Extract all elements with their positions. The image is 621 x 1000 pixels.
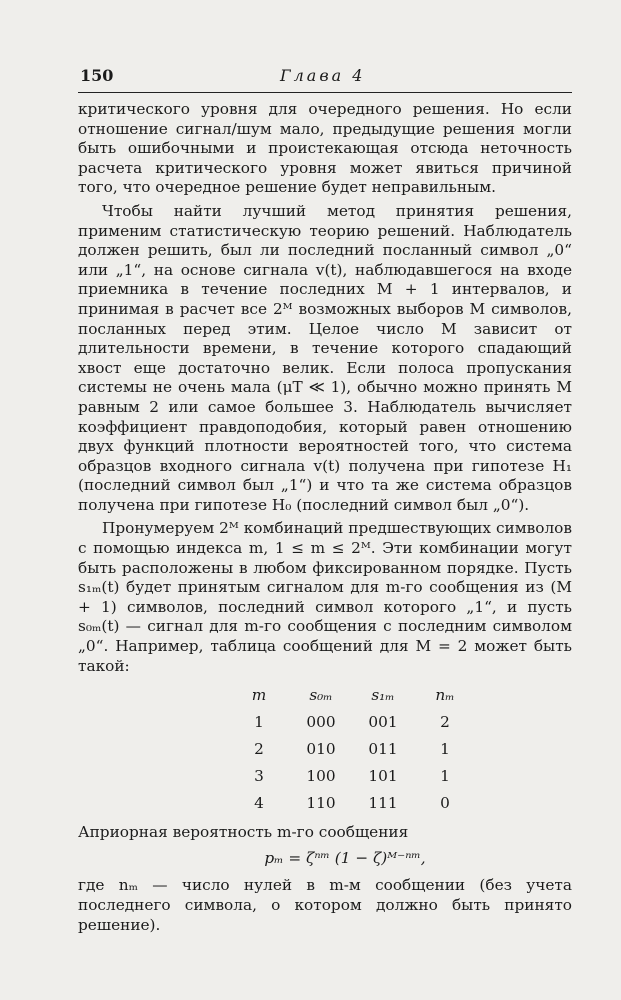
table-header: s₀ₘ	[309, 685, 333, 704]
table-cell: 011	[368, 739, 398, 758]
table-header: s₁ₘ	[371, 685, 395, 704]
table-row	[228, 763, 476, 790]
page-body	[78, 100, 572, 935]
table-cell: 2	[440, 712, 450, 731]
table-cell: 4	[254, 793, 264, 812]
table-cell: 100	[306, 766, 336, 785]
table-row	[228, 790, 476, 817]
table-row	[228, 709, 476, 736]
header-rule	[78, 92, 572, 93]
table-cell: 001	[368, 712, 398, 731]
table-cell: 3	[254, 766, 264, 785]
table-cell: 110	[306, 793, 336, 812]
table-cell: 010	[306, 739, 336, 758]
paragraph-2: Чтобы найти лучший метод принятия решения, применим статистическую теорию решений. Наблюдатель должен решить, был ли последний посланный символ „0“ или „1“, на основе сигнала v(t), наблюдавшегося на входе приемника в течение последних M + 1 интервалов, и принимая в расчет все 2ᴹ возможных выборов M символов, посланных перед этим. Целое число M зависит от длительности времени, в течение которого спадающий хвост еще достаточно велик. Если полоса пропускания системы не очень мала (μT ≪ 1), обычно можно принять M равным 2 или самое большее 3. Наблюдатель вычисляет коэффициент правдоподобия, который равен отношению двух функций плотности вероятностей того, что система образцов входного сигнала v(t) получена при гипотезе H₁ (последний символ был „1“) и что та же система образцов получена при гипотезе H₀ (последний символ был „0“).	[78, 201, 572, 514]
table-cell: 1	[440, 739, 450, 758]
table-cell: 101	[368, 766, 398, 785]
message-table	[228, 682, 476, 817]
prior-probability-formula: pₘ = ζⁿᵐ (1 − ζ)ᴹ⁻ⁿᵐ,	[264, 848, 426, 867]
table-header: m	[251, 685, 267, 704]
chapter-title: Глава 4	[280, 66, 366, 85]
paragraph-5: где nₘ — число нулей в m-м сообщении (без учета последнего символа, о котором должно быть принято решение).	[78, 876, 572, 934]
paragraph-4: Априорная вероятность m-го сообщения	[78, 823, 409, 842]
table-header-row	[228, 682, 476, 709]
table-cell: 2	[254, 739, 264, 758]
paragraph-1: критического уровня для очередного решения. Но если отношение сигнал/шум мало, предыдущие решения могли быть ошибочными и проистекающая отсюда неточность расчета критического уровня может явиться причиной того, что очередное решение будет неправильным.	[78, 100, 572, 197]
page-header	[80, 66, 570, 90]
page-number: 150	[80, 66, 114, 85]
table-cell: 1	[254, 712, 264, 731]
table-header: nₘ	[435, 685, 455, 704]
paragraph-3: Пронумеруем 2ᴹ комбинаций предшествующих символов с помощью индекса m, 1 ≤ m ≤ 2ᴹ. Эти комбинации могут быть расположены в любом фиксированном порядке. Пусть s₁ₘ(t) будет принятым сигналом для m-го сообщения из (M + 1) символов, последний символ которого „1“, и пусть s₀ₘ(t) — сигнал для m-го сообщения с последним символом „0“. Например, таблица сообщений для M = 2 может быть такой:	[78, 519, 572, 675]
table-row	[228, 736, 476, 763]
table-cell: 1	[440, 766, 450, 785]
table-cell: 0	[440, 793, 450, 812]
table-cell: 111	[368, 793, 398, 812]
table-cell: 000	[306, 712, 336, 731]
